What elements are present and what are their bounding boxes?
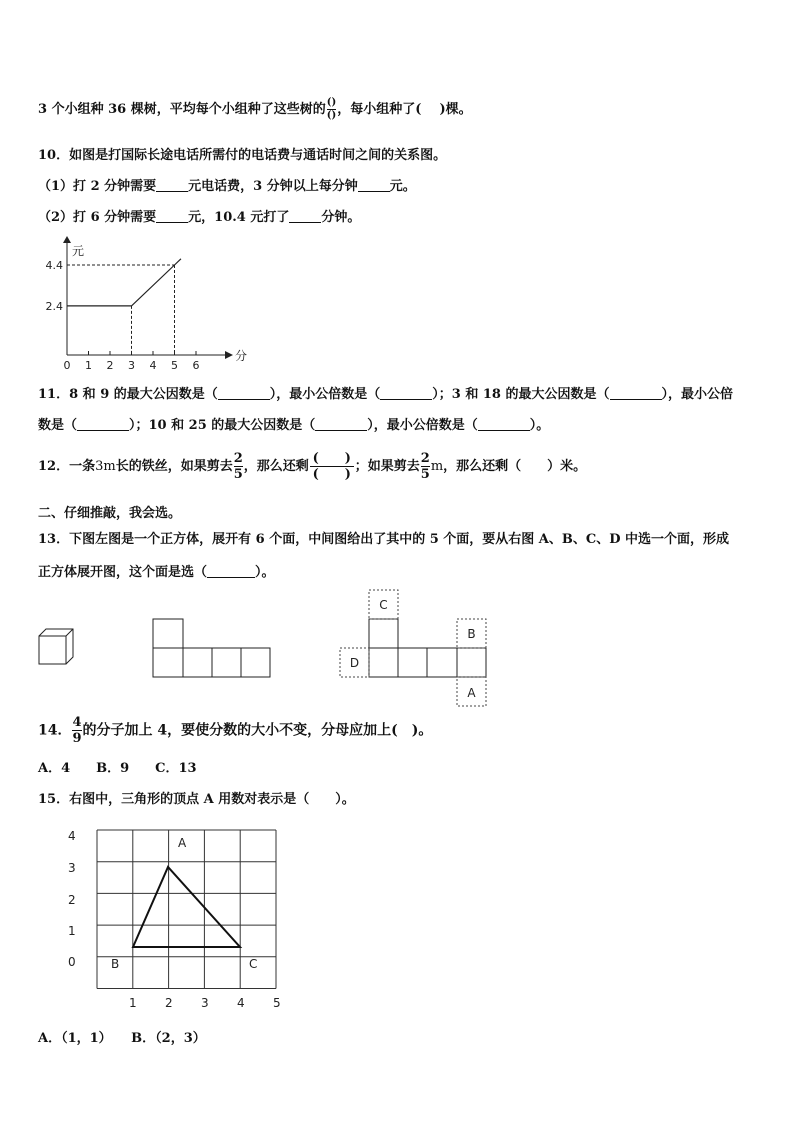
x-label: 4 [237,996,245,1010]
q12-fraction-1: $\frac{2}{5}$ [233,451,243,482]
x-tick-label: 4 [149,359,157,372]
q10-part1: （1）打 2 分钟需要 元电话费，3 分钟以上每分钟 元。 [38,179,416,194]
x-tick-label: 1 [85,359,92,372]
y-label: 3 [68,861,76,875]
point-c-label: C [249,957,258,971]
x-axis-label: 分 [235,349,248,363]
y-axis-label: 元 [72,244,85,258]
x-tick-label: 5 [171,359,178,372]
y-label: 0 [68,955,76,969]
q15-options[interactable]: A．（1，1） B．（2，3） [38,1031,206,1046]
q10-stem: 10．如图是打国际长途电话所需付的电话费与通话时间之间的关系图。 [38,148,447,163]
y-label: 4 [68,829,76,843]
label-a: A [467,686,476,700]
q11-line2: 数是（ ）；10 和 25 的最大公因数是（ ），最小公倍数是（ ）。 [38,418,550,433]
q11-line1: 11．8 和 9 的最大公因数是（ ），最小公倍数是（ ）；3 和 18 的最大公因数是（ ），最小公倍 [38,387,734,402]
y-label: 1 [68,924,76,938]
q9-fraction: $\frac{()}{()}$ [326,97,337,121]
q12-answer-fraction[interactable]: $\frac{( )}{( )}$ [310,452,354,481]
q13-line1: 13．下图左图是一个正方体，展开有 6 个面，中间图给出了其中的 5 个面，要从右图 A、B、C、D 中选一个面，形成 [38,532,730,547]
x-label: 3 [201,996,209,1010]
point-b-label: B [111,957,120,971]
q9-line: 3 个小组种 36 棵树，平均每个小组种了这些树的 $\frac{()}{()}$ ，每小组种了( )棵。 [38,97,472,121]
x-tick-label: 0 [63,359,71,372]
triangle-abc [133,867,240,947]
q10-part2: （2）打 6 分钟需要 元，10.4 元打了 分钟。 [38,210,361,225]
x-tick-label: 2 [106,359,114,372]
x-tick-label: 6 [192,359,200,372]
x-label: 2 [165,996,173,1010]
y-label: 2 [68,893,76,907]
x-label: 5 [273,996,281,1010]
y-tick-label: 2.4 [45,299,63,313]
label-d: D [349,656,360,670]
q13-line2: 正方体展开图，这个面是选（ ）。 [38,565,275,580]
label-c: C [379,598,388,612]
section2-heading: 二、仔细推敲，我会选。 [38,506,182,521]
q12-fraction-2: $\frac{2}{5}$ [420,451,430,482]
x-tick-label: 3 [128,359,135,372]
q15-stem: 15．右图中，三角形的顶点 A 用数对表示是（ ）。 [38,792,355,807]
point-a-label: A [178,836,187,850]
q14-fraction: $\frac{4}{9}$ [72,715,82,746]
q12-line: 12．一条3m长的铁丝，如果剪去 $\frac{2}{5}$ ，那么还剩 $\frac{( )}{( )}$ ；如果剪去 $\frac{2}{5}$ m，那么还剩（ ）米。 [38,451,587,482]
y-tick-label: 4.4 [45,259,63,272]
x-label: 1 [129,996,137,1010]
label-b: B [467,627,476,641]
q14-line: 14． $\frac{4}{9}$ 的分子加上 4，要使分数的大小不变，分母应加上( )。 [38,715,433,746]
q14-options[interactable]: A．4 B．9 C．13 [38,761,197,776]
